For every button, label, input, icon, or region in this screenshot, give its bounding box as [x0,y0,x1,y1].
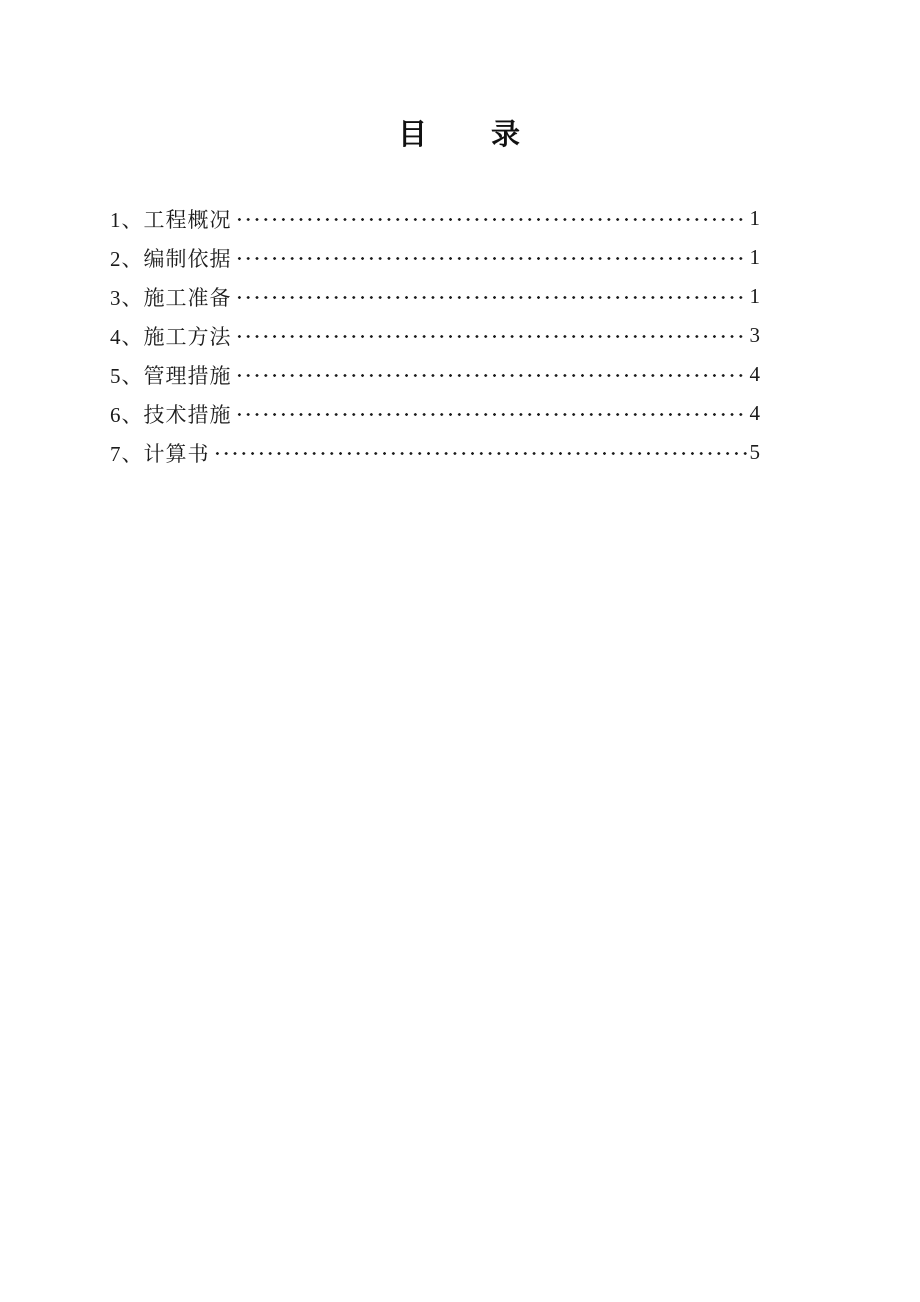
dot-leader [235,412,748,417]
toc-entry [110,199,760,238]
toc-page-number: 1 [749,245,760,269]
dot-leader [235,334,748,339]
toc-entry-label: 3、施工准备 [110,285,232,310]
dot-leader [235,256,748,261]
toc-entry-label: 4、施工方法 [110,324,232,349]
toc-entry [110,277,760,316]
toc-entry [110,238,760,277]
toc-page-number: 1 [749,284,760,308]
toc-entry-label: 7、计算书 [110,441,210,466]
toc-entry [110,394,760,433]
toc-entry [110,433,760,472]
page-title: 目 录 [397,119,522,151]
toc-entry-label: 1、工程概况 [110,207,232,232]
toc-page-number: 5 [749,440,760,464]
dot-leader [235,217,748,222]
toc-entry-label: 5、管理措施 [110,363,232,388]
toc-page-number: 4 [749,362,760,386]
toc-page-number: 1 [749,206,760,230]
toc-entry [110,316,760,355]
toc-entry-label: 6、技术措施 [110,402,232,427]
dot-leader [235,295,748,300]
dot-leader [235,373,748,378]
toc-page-number: 4 [749,401,760,425]
toc-entry [110,355,760,394]
table-of-contents [110,199,760,472]
toc-page-number: 3 [749,323,760,347]
toc-entry-label: 2、编制依据 [110,246,232,271]
dot-leader [213,451,748,456]
